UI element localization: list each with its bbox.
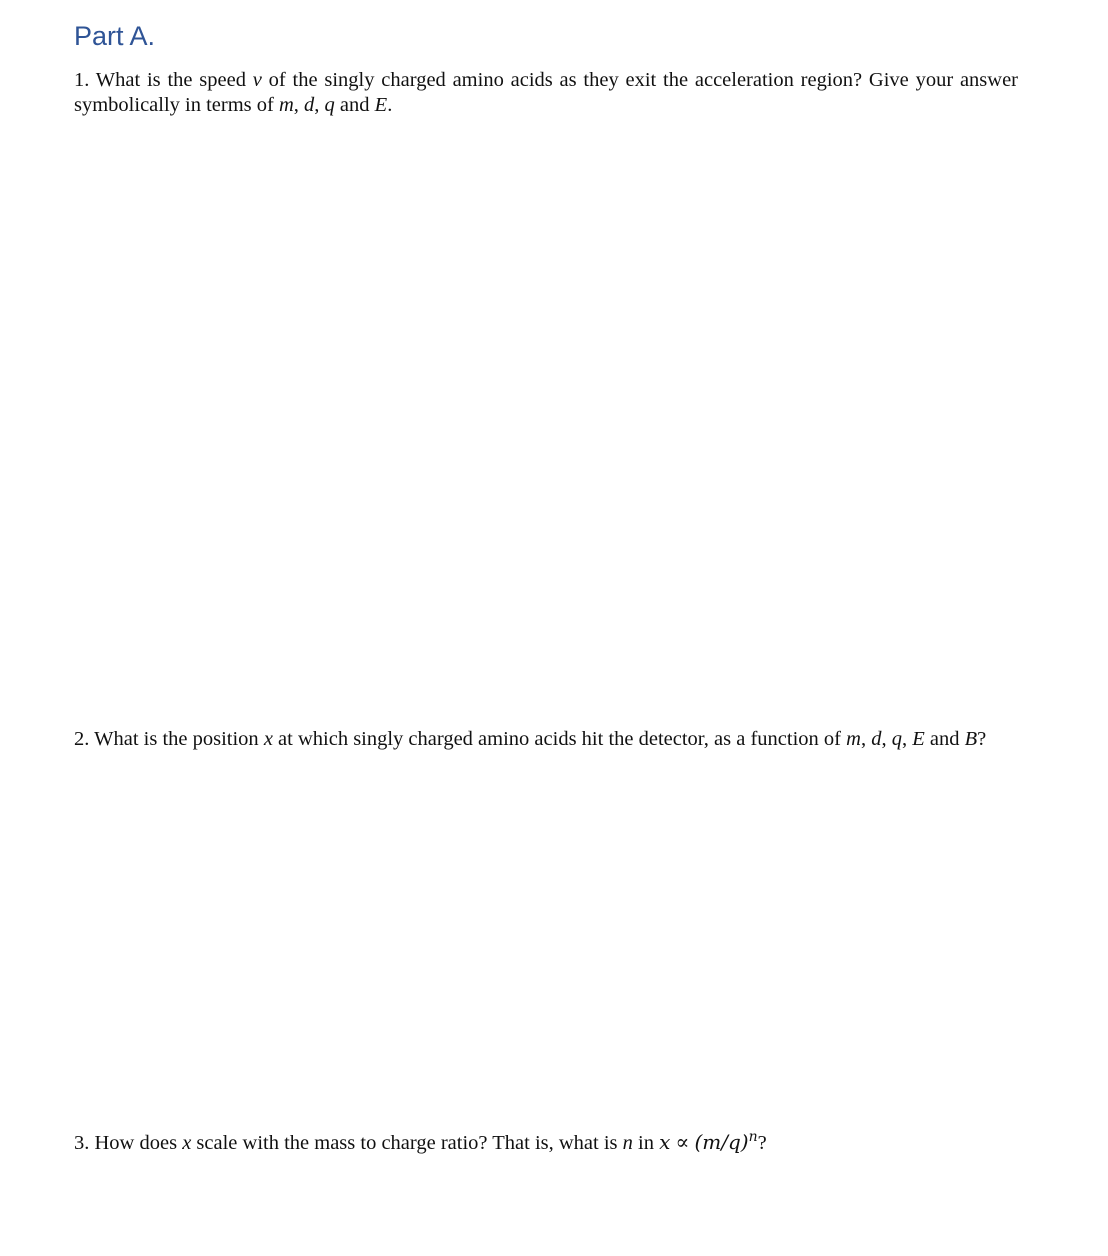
separator: , [293, 94, 305, 116]
separator: , [881, 728, 892, 750]
question-1-end: . [387, 94, 393, 116]
question-3-number: 3. [74, 1131, 90, 1154]
question-2 [74, 727, 1018, 752]
variable-d: d [304, 94, 315, 116]
proportional-symbol: ∝ [670, 1131, 695, 1154]
variable-q: q [324, 94, 335, 116]
variable-x: x [263, 728, 273, 750]
variable-n: n [622, 1131, 633, 1154]
section-heading: Part A. [74, 21, 156, 51]
mass-charge-ratio: (m/q) [694, 1129, 749, 1154]
question-3-text-a: How does [89, 1131, 183, 1154]
question-2-text-a: What is the position [89, 728, 264, 750]
variable-d: d [871, 728, 882, 750]
variable-E: E [374, 94, 388, 116]
question-1-number: 1. [74, 69, 90, 91]
question-1-text-b: of the singly charged amino acids as they exit the acceleration region? Give your answer symbolically in terms of [74, 69, 1018, 116]
question-2-number: 2. [74, 728, 90, 750]
separator: , [901, 728, 913, 750]
variable-x: x [659, 1129, 671, 1154]
question-1 [74, 68, 1018, 118]
question-3 [74, 1125, 1018, 1156]
variable-v: v [252, 69, 262, 91]
question-3-text-b: scale with the mass to charge ratio? That is, what is [191, 1131, 623, 1154]
variable-q: q [891, 728, 902, 750]
separator: , [314, 94, 325, 116]
variable-m: m [846, 728, 861, 750]
question-2-end: ? [977, 728, 987, 750]
question-1-text-a: What is the speed [89, 69, 253, 91]
conjunction: and [924, 728, 965, 750]
conjunction: and [334, 94, 375, 116]
exponent-n: n [748, 1129, 758, 1145]
question-2-text-b: at which singly charged amino acids hit the detector, as a function of [272, 728, 847, 750]
question-3-end: ? [757, 1131, 767, 1154]
variable-x: x [182, 1131, 192, 1154]
variable-E: E [912, 728, 925, 750]
variable-B: B [964, 728, 978, 750]
variable-m: m [278, 94, 294, 116]
question-3-text-c: in [632, 1131, 660, 1154]
separator: , [860, 728, 872, 750]
